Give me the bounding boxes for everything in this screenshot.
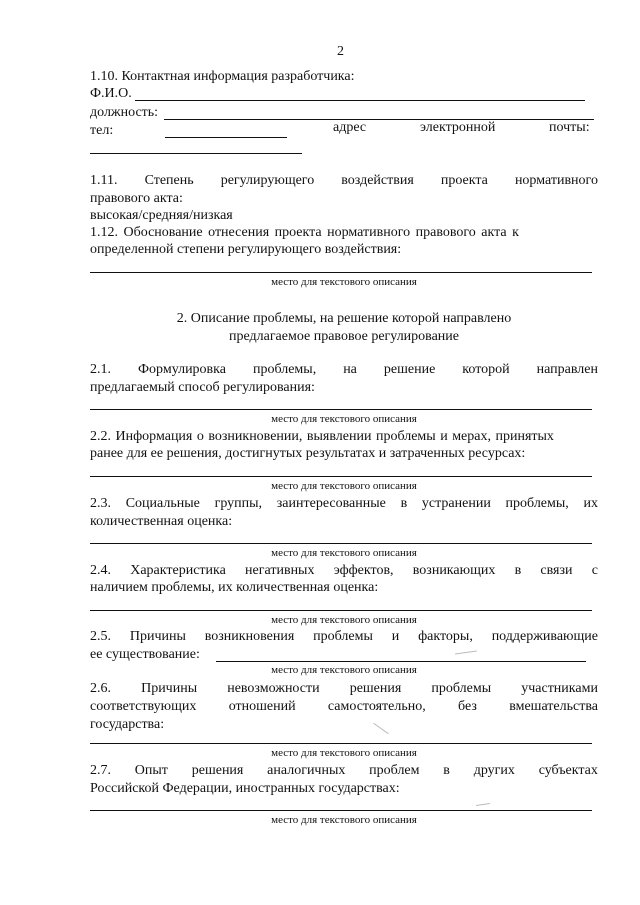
scan-mark (373, 723, 388, 734)
s27-word: аналогичных (267, 763, 346, 778)
s27-word: 2.7. (90, 763, 111, 778)
s26-word: вмешательства (509, 699, 598, 714)
s26-word: соответствующих (90, 699, 197, 714)
s111-word: проекта (440, 173, 488, 188)
email-word-3: почты: (549, 120, 590, 135)
s26-word: проблемы (431, 681, 492, 696)
phone-label: тел: (90, 123, 114, 138)
s26-word: решения (349, 681, 402, 696)
s21-word: на (343, 362, 357, 377)
fio-field-line (135, 100, 585, 101)
s26-answer-line (90, 743, 592, 744)
s26-word: 2.6. (90, 681, 111, 696)
s110-heading: 1.10. Контактная информация разработчика: (90, 69, 355, 84)
s23-word: устранении (421, 496, 491, 511)
s27-answer-line (90, 810, 592, 811)
s24-line2: наличием проблемы, их количественная оценка: (90, 580, 379, 595)
s24-line1 (90, 563, 598, 579)
email-field-line (90, 153, 302, 154)
s26-word: без (458, 699, 477, 714)
s111-value: высокая/средняя/низкая (90, 208, 233, 223)
s111-line2: правового акта: (90, 191, 183, 206)
s112-line2: определенной степени регулирующего воздействия: (90, 242, 402, 257)
s24-word: 2.4. (90, 563, 111, 578)
s112-line1: 1.12. Обоснование отнесения проекта нормативного правового акта к (90, 225, 519, 240)
s23-word: группы, (214, 496, 263, 511)
s26-word: невозможности (227, 681, 320, 696)
s23-word: Социальные (125, 496, 200, 511)
s23-line2: количественная оценка: (90, 514, 233, 529)
s25-word: поддерживающие (491, 629, 598, 644)
s25-line1 (90, 629, 598, 645)
s111-word: 1.11. (90, 173, 118, 188)
position-field-line (164, 119, 594, 120)
placeholder-caption: место для текстового описания (271, 664, 417, 676)
s21-word: 2.1. (90, 362, 111, 377)
s111-word: Степень (144, 173, 194, 188)
s21-word: проблемы, (252, 362, 317, 377)
s27-line1 (90, 763, 598, 779)
s24-word: в (514, 563, 522, 578)
page-number: 2 (337, 44, 344, 59)
s24-word: возникающих (412, 563, 496, 578)
s26-word: отношений (228, 699, 296, 714)
s21-word: Формулировка (137, 362, 226, 377)
s23-word: в (400, 496, 408, 511)
section2-title-line1: 2. Описание проблемы, на решение которой направлено (176, 311, 512, 326)
placeholder-caption: место для текстового описания (271, 480, 417, 492)
s25-word: возникновения (204, 629, 295, 644)
s21-line1 (90, 362, 598, 378)
email-word-1: адрес (333, 120, 367, 135)
s26-line3: государства: (90, 717, 165, 732)
s21-answer-line (90, 409, 592, 410)
placeholder-caption: место для текстового описания (271, 814, 417, 826)
s22-answer-line (90, 476, 592, 477)
s112-answer-line (90, 272, 592, 273)
placeholder-caption: место для текстового описания (271, 276, 417, 288)
s25-word: 2.5. (90, 629, 111, 644)
s27-word: других (473, 763, 515, 778)
s26-line2 (90, 699, 598, 715)
s27-word: в (443, 763, 450, 778)
phone-field-line (165, 137, 287, 138)
placeholder-caption: место для текстового описания (271, 747, 417, 759)
s111-word: регулирующего (220, 173, 315, 188)
s111-word: воздействия (341, 173, 414, 188)
s23-word: их (583, 496, 598, 511)
position-label: должность: (90, 105, 159, 120)
s27-word: проблем (369, 763, 420, 778)
s23-word: 2.3. (90, 496, 111, 511)
placeholder-caption: место для текстового описания (271, 547, 417, 559)
s24-word: Характеристика (130, 563, 226, 578)
s23-word: заинтересованные (276, 496, 386, 511)
s25-word: Причины (129, 629, 186, 644)
s27-word: решения (191, 763, 244, 778)
s23-line1 (90, 496, 598, 512)
placeholder-caption: место для текстового описания (271, 413, 417, 425)
s21-line2: предлагаемый способ регулирования: (90, 380, 315, 395)
s24-word: эффектов, (333, 563, 394, 578)
s26-word: участниками (521, 681, 598, 696)
s22-line2: ранее для ее решения, достигнутых результатах и затраченных ресурсах: (90, 446, 526, 461)
scan-mark (455, 650, 477, 654)
s25-word: проблемы (313, 629, 373, 644)
placeholder-caption: место для текстового описания (271, 614, 417, 626)
s27-word: субъектах (538, 763, 598, 778)
s25-word: и (391, 629, 400, 644)
s25-line2: ее существование: (90, 647, 200, 662)
s21-word: которой (462, 362, 510, 377)
fio-label: Ф.И.О. (90, 86, 132, 101)
s23-word: проблемы, (505, 496, 569, 511)
s111-line1 (90, 173, 598, 189)
s27-word: Опыт (134, 763, 168, 778)
s25-answer-line (216, 661, 586, 662)
s24-word: негативных (245, 563, 315, 578)
s22-line1: 2.2. Информация о возникновении, выявлении проблемы и мерах, принятых (90, 429, 554, 444)
s23-answer-line (90, 543, 592, 544)
s26-word: Причины (141, 681, 198, 696)
s21-word: решение (383, 362, 436, 377)
s25-word: факторы, (418, 629, 473, 644)
s26-line1 (90, 681, 598, 697)
s111-word: нормативного (514, 173, 598, 188)
s24-word: связи (540, 563, 573, 578)
s27-line2: Российской Федерации, иностранных государствах: (90, 781, 400, 796)
s26-word: самостоятельно, (327, 699, 426, 714)
email-word-2: электронной (420, 120, 496, 135)
s21-word: направлен (536, 362, 598, 377)
scan-mark (476, 803, 490, 806)
section2-title-line2: предлагаемое правовое регулирование (228, 329, 460, 344)
s24-answer-line (90, 610, 592, 611)
s24-word: с (591, 563, 598, 578)
